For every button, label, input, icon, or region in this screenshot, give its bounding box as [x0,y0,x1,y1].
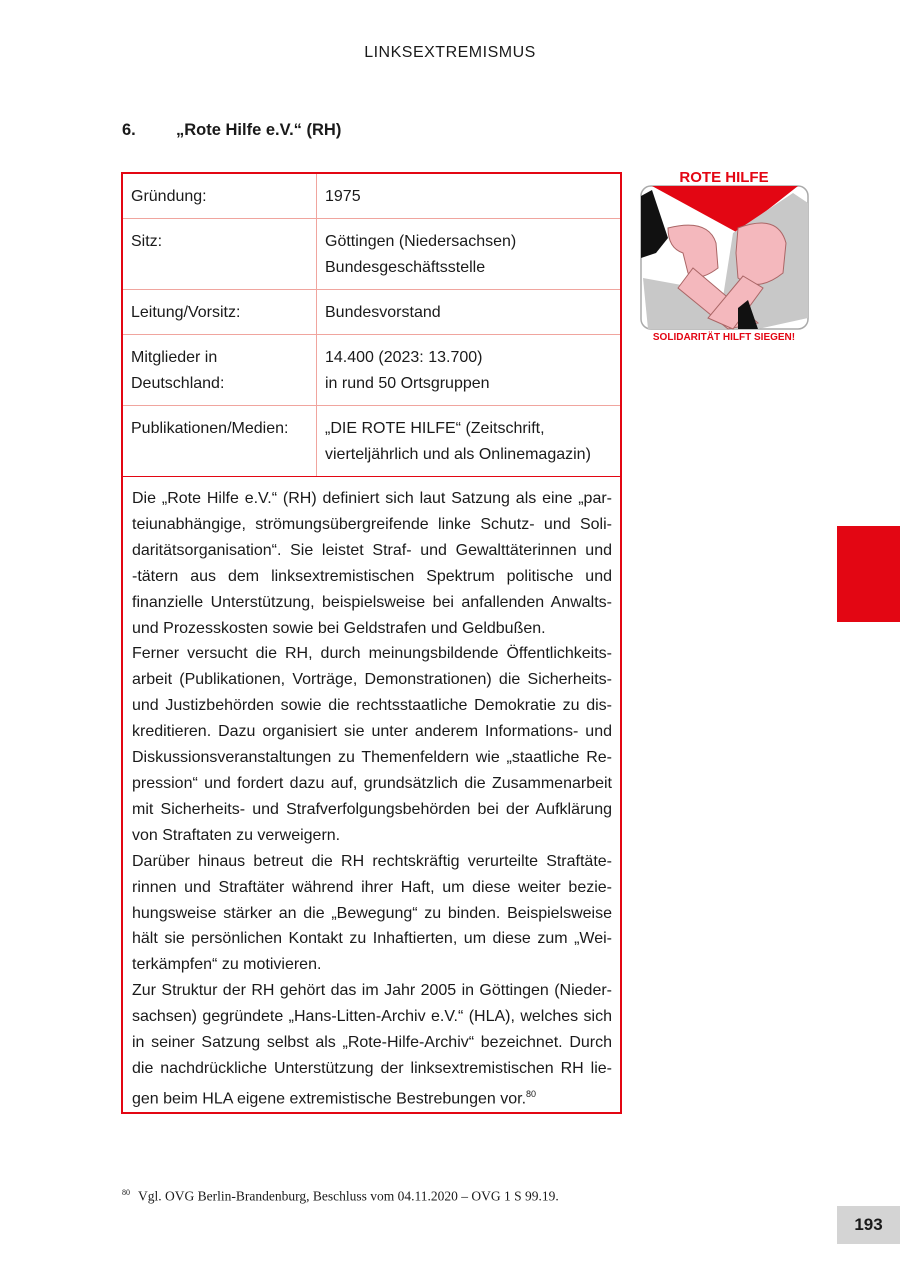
body-text-line: -tätern aus dem linksextremistischen Spektrum politische und [132,567,612,585]
body-text-line [132,1082,612,1112]
table-row [123,406,620,477]
fact-key: Publikationen/Medien: [123,406,317,477]
body-text-line: Diskussionsveranstaltungen zu Themenfeldern wie „staatliche Re- [132,749,612,767]
value-line: 14.400 (2023: 13.700) [325,349,483,366]
value-line: „DIE ROTE HILFE“ (Zeitschrift, [325,420,545,437]
body-text-line: Darüber hinaus betreut die RH rechtskräftig verurteilte Straftäte- [132,852,612,870]
info-box [121,172,622,1114]
body-text-line: rinnen und Straftäter während ihrer Haft, um diese weiter bezie- [132,878,612,896]
section-number: 6. [122,121,136,139]
body-text-line: terkämpfen“ zu motivieren. [132,956,322,974]
chapter-tab-marker [837,526,900,622]
body-text-line: daritätsorganisation“. Sie leistet Straf- und Gewalttäterinnen und [132,541,612,559]
footnote-text: Vgl. OVG Berlin-Brandenburg, Beschluss vom 04.11.2020 – OVG 1 S 99.19. [138,1188,559,1204]
table-row [123,290,620,335]
page-number: 193 [837,1206,900,1244]
body-text-line: Die „Rote Hilfe e.V.“ (RH) definiert sich laut Satzung als eine „par- [132,490,612,507]
fact-key [123,335,317,406]
value-line: Göttingen (Niedersachsen) [325,233,517,250]
value-line: Bundesgeschäftsstelle [325,259,486,276]
body-text-line: von Straftaten zu verweigern. [132,826,341,844]
logo-bottom-text: SOLIDARITÄT HILFT SIEGEN! [652,332,796,343]
table-row [123,174,620,219]
body-text-line: teiunabhängige, strömungsübergreifende linke Schutz- und Soli- [132,515,612,533]
body-text-line: die nachdrückliche Unterstützung der linksextremistischen RH lie- [132,1059,612,1077]
section-heading [122,121,341,140]
footnote-number: 80 [122,1188,130,1197]
fact-value: 1975 [317,174,621,219]
body-text-line: arbeit (Publikationen, Vorträge, Demonstrationen) die Sicherheits- [132,671,612,689]
footnote-reference: 80 [526,1088,537,1099]
body-text-line: Ferner versucht die RH, durch meinungsbildende Öffentlichkeits- [132,645,612,663]
body-text-line: hält sie persönlichen Kontakt zu Inhaftierten, um diese zum „Wei- [132,930,612,948]
value-line: in rund 50 Ortsgruppen [325,375,490,392]
rote-hilfe-logo [638,168,811,343]
fact-value [317,335,621,406]
body-text-line: und Justizbehörden sowie die rechtsstaatliche Demokratie zu dis- [132,697,612,715]
body-text-line: finanzielle Unterstützung, beispielsweise bei anfallenden Anwalts- [132,593,612,611]
fact-value [317,406,621,477]
key-line: Deutschland: [131,375,225,392]
fact-key: Leitung/Vorsitz: [123,290,317,335]
body-text-line: mit Sicherheits- und Strafverfolgungsbehörden bei der Aufklärung [132,800,612,818]
body-text-line: in seiner Satzung selbst als „Rote-Hilfe-Archiv“ bezeichnet. Durch [132,1034,612,1052]
body-text [123,477,620,1112]
body-text-line: und Prozesskosten sowie bei Geldstrafen und Geldbußen. [132,619,546,637]
body-text-line: hungsweise stärker an die „Bewegung“ zu binden. Beispielsweise [132,904,612,922]
section-title: „Rote Hilfe e.V.“ (RH) [176,121,342,139]
body-text-line: pression“ und fordert dazu auf, grundsätzlich die Zusammenarbeit [132,774,612,792]
body-text-line: sachsen) gegründete „Hans-Litten-Archiv e.V.“ (HLA), welches sich [132,1008,612,1026]
footnote [122,1188,559,1205]
fact-value [317,219,621,290]
body-text-line: Zur Struktur der RH gehört das im Jahr 2005 in Göttingen (Nieder- [132,982,612,1000]
facts-table [123,174,620,477]
running-header: LINKSEXTREMISMUS [364,44,536,61]
key-line: Mitglieder in [131,349,218,366]
body-text-line: kreditieren. Dazu organisiert sie unter anderem Informations- und [132,723,612,741]
fact-value: Bundesvorstand [317,290,621,335]
value-line: vierteljährlich und als Onlinemagazin) [325,446,591,463]
table-row [123,335,620,406]
fact-key: Sitz: [123,219,317,290]
table-row [123,219,620,290]
line-text: gen beim HLA eigene extremistische Bestrebungen vor. [132,1090,527,1108]
logo-top-text: ROTE HILFE [679,169,769,186]
fact-key: Gründung: [123,174,317,219]
